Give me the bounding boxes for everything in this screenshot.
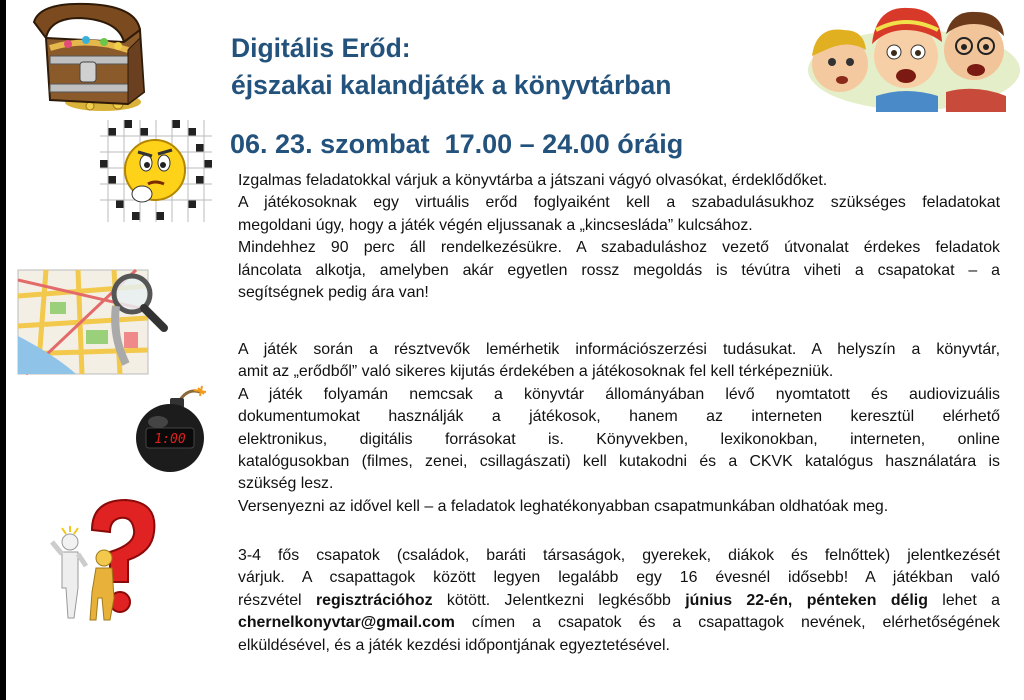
registration-paragraph (238, 545, 1000, 657)
text-line: elektronikus, digitális forrásokat is. Könyvekben, lexikonokban, interneten, online (238, 430, 1000, 448)
text-line: 3-4 fős csapatok (családok, baráti társaságok, gyerekek, diákok és felnőttek) jelentkezését (238, 547, 1000, 564)
text-span: címen a csapatok és a csapattagok nevének, elérhetőségének (454, 614, 1000, 632)
text-line: segítségnek pedig ára van! (238, 284, 429, 302)
text-line: Izgalmas feladatokkal várjuk a könyvtárba a játszani vágyó olvasókat, érdeklődőket. (238, 172, 828, 189)
contact-email: chernelkonyvtar@gmail.com (238, 614, 455, 632)
text-line (238, 612, 1000, 634)
left-edge-bar (0, 0, 6, 700)
text-span: kötött. Jelentkezni legkésőbb (432, 591, 686, 609)
text-line: katalógusokban (filmes, zenei, csillagászati) kell kutakodni és a CKVK katalógus használatára is (238, 453, 1000, 471)
intro-paragraph (238, 170, 1000, 304)
text-span: részvétel (238, 591, 316, 609)
treasure-chest-icon (28, 0, 154, 115)
details-paragraph (238, 339, 1000, 518)
text-line (238, 590, 1000, 612)
text-line: elküldésével, és a játék kezdési időpontjának egyeztetésével. (238, 636, 670, 654)
text-line: Mindehhez 90 perc áll rendelkezésükre. A szabaduláshoz vezető útvonalat érdekes feladatok (238, 239, 1000, 257)
deadline-text: június 22-én, pénteken délig (685, 591, 928, 609)
page-title (231, 30, 671, 104)
thinking-smiley-icon (98, 118, 214, 224)
text-line: amit az „erődből” való sikeres kijutás érdekében a játékosoknak fel kell térképezniük. (238, 363, 834, 381)
city-map-magnifier-icon (16, 266, 172, 378)
text-line: A játék során a résztvevők lemérhetik információszerzési tudásukat. A helyszín a könyvtár, (238, 341, 1000, 358)
question-mark-figure-icon (48, 496, 164, 624)
title-line-1: Digitális Erőd: (231, 33, 411, 63)
text-line: A játékosoknak egy virtuális erőd foglyaiként kell a szabadulásukhoz szükséges feladatokat (238, 194, 1000, 212)
event-date: 06. 23. szombat 17.00 – 24.00 óráig (230, 129, 684, 159)
text-line: dokumentumokat használják a játékosok, hanem az interneten keresztül elérhető (238, 408, 1000, 426)
timer-display: 1:00 (154, 432, 186, 447)
cartoon-kids-icon (806, 0, 1022, 112)
text-line: láncolata alkotja, amelyben akár egyetlen rossz megoldás is tévútra viheti a csapatokat – a (238, 261, 1000, 279)
text-line: várjuk. A csapattagok között legyen legalább egy 16 évesnél idősebb! A játékban való (238, 569, 1000, 587)
text-line: Versenyezni az idővel kell – a feladatok leghatékonyabban csapatmunkában oldhatóak meg. (238, 497, 889, 515)
registration-required-text: regisztrációhoz (315, 591, 433, 609)
text-line: megoldani úgy, hogy a játék végén eljussanak a „kincsesláda” kulcsához. (238, 216, 753, 234)
text-line: szükség lesz. (238, 475, 334, 493)
title-line-2: éjszakai kalandjáték a könyvtárban (231, 70, 672, 100)
text-span: lehet a (927, 591, 1000, 609)
bomb-timer-icon (128, 384, 214, 476)
text-line: A játék folyamán nemcsak a könyvtár állományában lévő nyomtatott és audiovizuális (238, 385, 1000, 403)
